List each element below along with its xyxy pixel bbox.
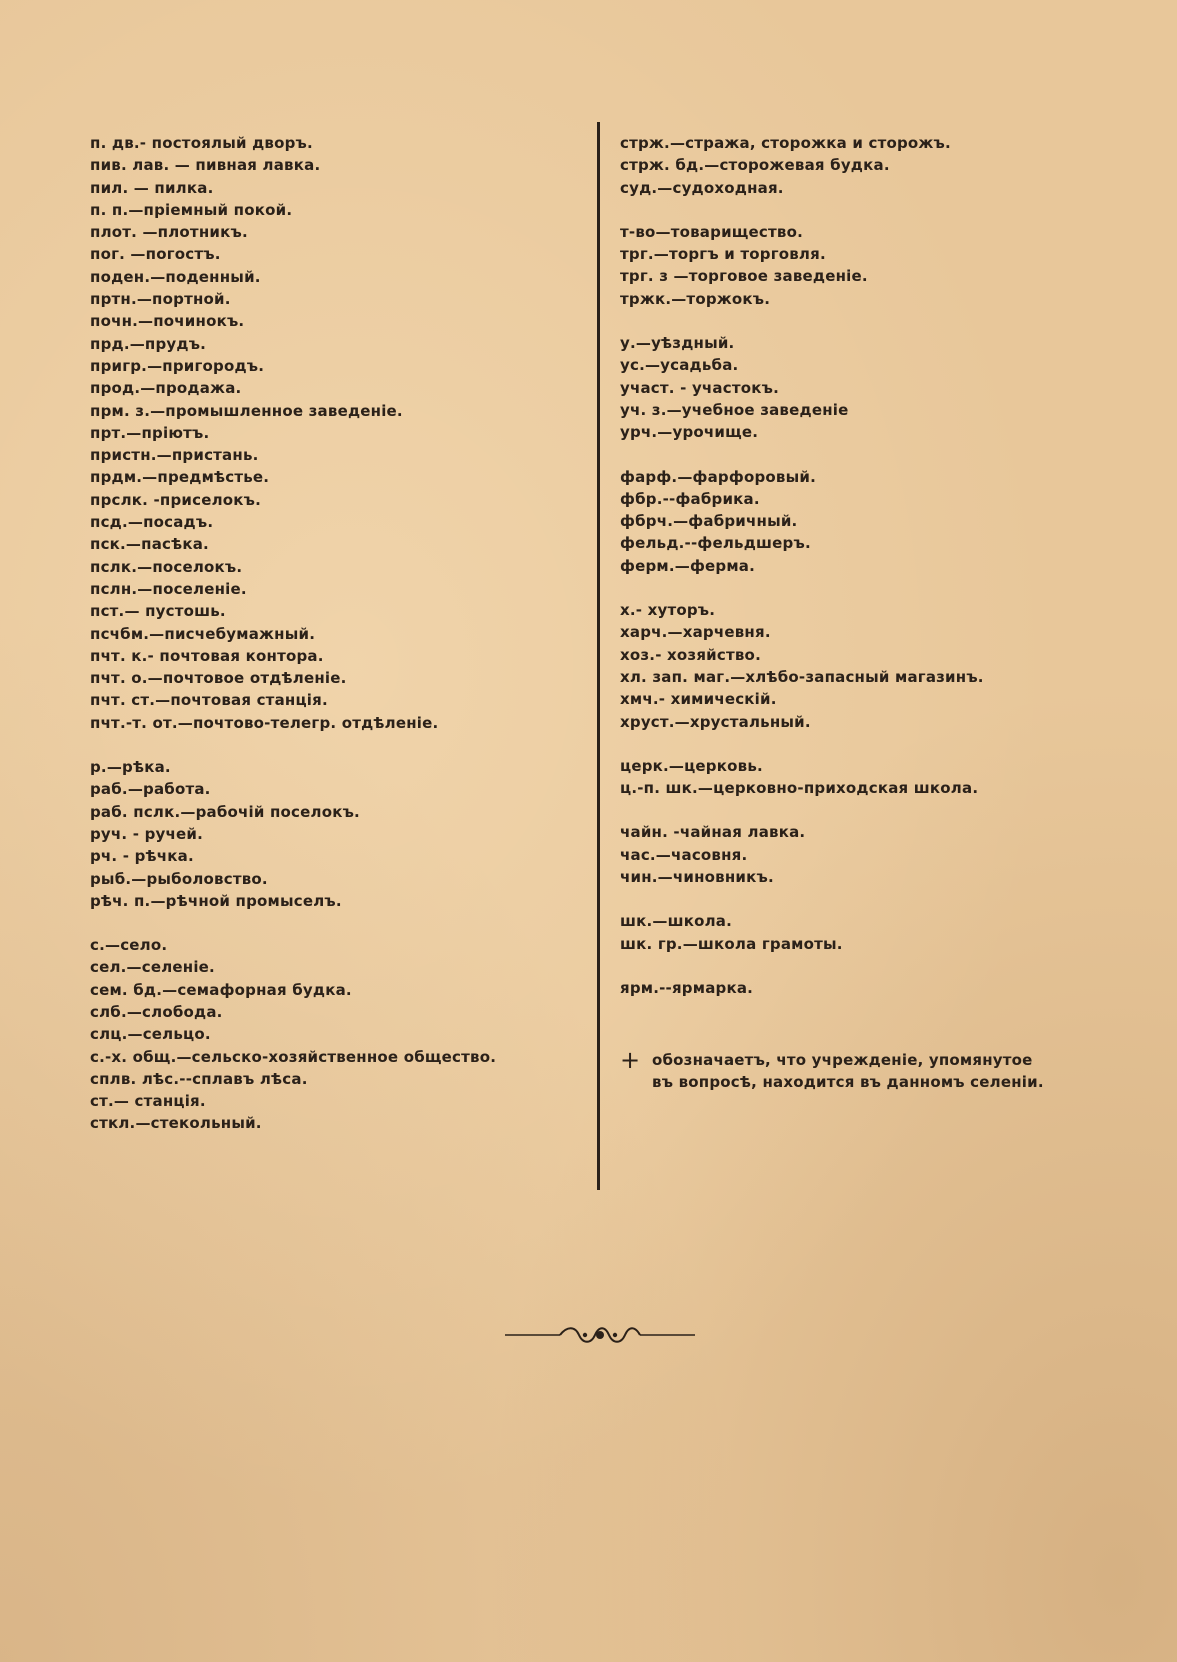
column-divider <box>597 122 600 1190</box>
abbreviation-entry: сплв. лѣс.--сплавъ лѣса. <box>90 1069 308 1088</box>
abbrev-group-r <box>90 756 560 912</box>
abbreviation-entry: с.-х. общ.—сельско-хозяйственное общество. <box>90 1047 497 1066</box>
abbrev-group-f <box>620 466 1140 577</box>
abbreviation-entry: у.—уѣздный. <box>620 334 735 353</box>
abbreviation-entry: пск.—пасѣка. <box>90 535 209 554</box>
abbreviation-entry: руч. - ручей. <box>90 824 203 843</box>
abbreviation-entry: уч. з.—учебное заведеніе <box>620 400 849 419</box>
abbreviation-entry: ст.— станція. <box>90 1092 206 1111</box>
abbreviation-entry: прод.—продажа. <box>90 379 242 398</box>
abbreviation-entry: фбрч.—фабричный. <box>620 512 798 531</box>
abbreviation-entry: прм. з.—промышленное заведеніе. <box>90 401 403 420</box>
abbreviation-entry: шк. гр.—школа грамоты. <box>620 934 843 953</box>
abbrev-group-ts <box>620 755 1140 800</box>
abbreviation-entry: пртн.—портной. <box>90 290 231 309</box>
abbreviation-entry: хоз.- хозяйство. <box>620 645 761 664</box>
abbreviation-entry: ус.—усадьба. <box>620 356 739 375</box>
abbreviation-entry: пчт.-т. от.—почтово-телегр. отдѣленіе. <box>90 713 439 732</box>
abbreviation-entry: прдм.—предмѣстье. <box>90 468 270 487</box>
abbreviation-entry: суд.—судоходная. <box>620 178 784 197</box>
abbrev-group-u <box>620 332 1140 443</box>
abbreviation-entry: чин.—чиновникъ. <box>620 868 774 887</box>
abbreviation-entry: п. п.—пріемный покой. <box>90 200 293 219</box>
abbreviation-entry: трг.—торгъ и торговля. <box>620 245 826 264</box>
abbreviation-entry: рѣч. п.—рѣчной промыселъ. <box>90 891 342 910</box>
abbreviation-entry: трг. з —торговое заведеніе. <box>620 267 868 286</box>
abbreviation-entry: пст.— пустошь. <box>90 602 226 621</box>
abbreviation-entry: пил. — пилка. <box>90 178 214 197</box>
abbreviation-entry: церк.—церковь. <box>620 756 763 775</box>
abbreviation-entry: псд.—посадъ. <box>90 513 214 532</box>
abbreviation-entry: ц.-п. шк.—церковно-приходская школа. <box>620 779 979 798</box>
decorative-ornament <box>505 1320 695 1350</box>
abbreviation-entry: слц.—сельцо. <box>90 1025 211 1044</box>
abbreviation-entry: пчт. к.- почтовая контора. <box>90 646 324 665</box>
abbreviation-entry: рч. - рѣчка. <box>90 847 194 866</box>
abbreviation-entry: сел.—селеніе. <box>90 958 215 977</box>
abbreviation-entry: пог. —погостъ. <box>90 245 221 264</box>
abbrev-group-sh <box>620 910 1140 955</box>
abbreviation-entry: фельд.--фельдшеръ. <box>620 534 811 553</box>
left-column <box>90 132 560 1135</box>
note-line-1: обозначаетъ, что учрежденіе, упомянутое <box>652 1051 1033 1070</box>
abbreviation-entry: стрж.—стража, сторожка и сторожъ. <box>620 134 951 152</box>
abbreviation-entry: пчт. ст.—почтовая станція. <box>90 691 328 710</box>
abbreviation-entry: фарф.—фарфоровый. <box>620 467 816 486</box>
abbreviation-entry: ферм.—ферма. <box>620 556 756 575</box>
abbreviation-entry: стрж. бд.—сторожевая будка. <box>620 156 890 175</box>
abbreviation-entry: чайн. -чайная лавка. <box>620 823 806 842</box>
abbreviation-entry: псчбм.—писчебумажный. <box>90 624 316 643</box>
abbrev-group-t <box>620 221 1140 310</box>
abbreviation-entry: пслк.—поселокъ. <box>90 557 243 576</box>
cross-symbol-icon: + <box>620 1046 641 1075</box>
abbreviation-entry: пслн.—поселеніе. <box>90 579 247 598</box>
abbreviation-entry: харч.—харчевня. <box>620 623 771 642</box>
abbreviation-entry: раб.—работа. <box>90 780 211 799</box>
abbreviation-entry: пчт. о.—почтовое отдѣленіе. <box>90 669 347 688</box>
abbreviation-entry: поден.—поденный. <box>90 267 261 286</box>
abbreviation-entry: урч.—урочище. <box>620 423 759 442</box>
abbrev-group-s2 <box>620 132 1140 199</box>
abbreviation-entry: шк.—школа. <box>620 912 733 931</box>
abbreviation-entry: прт.—пріютъ. <box>90 423 210 442</box>
abbreviation-entry: почн.—починокъ. <box>90 312 245 331</box>
abbrev-group-ya <box>620 977 1140 999</box>
abbrev-group-p <box>90 132 560 734</box>
abbreviation-entry: с.—село. <box>90 936 168 955</box>
abbrev-group-ch <box>620 821 1140 888</box>
abbreviation-entry: пив. лав. — пивная лавка. <box>90 156 321 175</box>
abbrev-group-h <box>620 599 1140 733</box>
abbreviation-entry: пристн.—пристань. <box>90 446 259 465</box>
abbreviation-entry: ярм.--ярмарка. <box>620 978 754 997</box>
abbreviation-entry: хл. зап. маг.—хлѣбо-запасный магазинъ. <box>620 667 984 686</box>
abbreviation-entry: фбр.--фабрика. <box>620 489 760 508</box>
note-line-2: въ вопросѣ, находится въ данномъ селеніи. <box>652 1073 1044 1092</box>
abbreviation-entry: т-во—товарищество. <box>620 222 804 241</box>
abbreviation-entry: р.—рѣка. <box>90 758 171 777</box>
abbreviation-entry: хруст.—хрустальный. <box>620 712 811 731</box>
abbreviation-entry: сткл.—стекольный. <box>90 1114 262 1133</box>
right-column <box>620 132 1140 1093</box>
legend-note <box>620 1046 1140 1093</box>
abbreviation-entry: плот. —плотникъ. <box>90 223 248 242</box>
abbrev-group-s <box>90 934 560 1135</box>
abbreviation-entry: раб. пслк.—рабочій поселокъ. <box>90 802 360 821</box>
abbreviation-entry: рыб.—рыболовство. <box>90 869 268 888</box>
abbreviation-entry: хмч.- химическій. <box>620 690 777 709</box>
abbreviation-entry: час.—часовня. <box>620 845 748 864</box>
abbreviation-entry: пригр.—пригородъ. <box>90 356 265 375</box>
abbreviation-entry: прд.—прудъ. <box>90 334 207 353</box>
abbreviation-entry: тржк.—торжокъ. <box>620 289 771 308</box>
abbreviation-entry: х.- хуторъ. <box>620 601 716 620</box>
abbreviation-entry: прслк. -приселокъ. <box>90 490 262 509</box>
abbreviation-entry: сем. бд.—семафорная будка. <box>90 980 352 999</box>
abbreviation-entry: п. дв.- постоялый дворъ. <box>90 134 313 152</box>
abbreviation-entry: слб.—слобода. <box>90 1002 223 1021</box>
abbreviation-entry: участ. - участокъ. <box>620 378 779 397</box>
